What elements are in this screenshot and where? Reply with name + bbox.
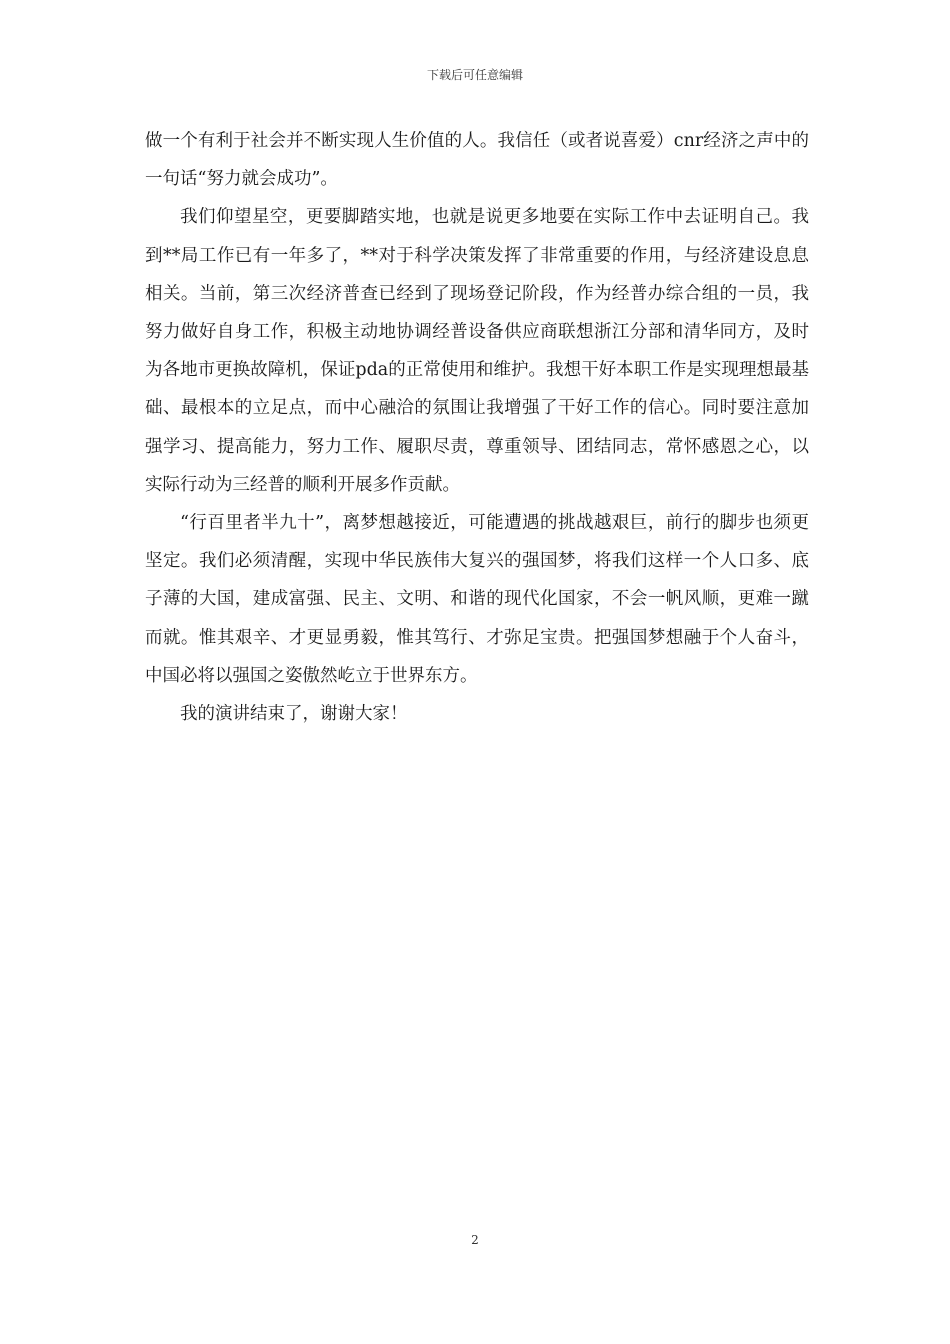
paragraph-2: 我们仰望星空，更要脚踏实地，也就是说更多地要在实际工作中去证明自己。我到**局工作已有一年多了，**对于科学决策发挥了非常重要的作用，与经济建设息息相关。当前，第三次经济普查已经到了现场登记阶段，作为经普办综合组的一员，我努力做好自身工作，积极主动地协调经普设备供应商联想浙江分部和清华同方，及时为各地市更换故障机，保证pda的正常使用和维护。我想干好本职工作是实现理想最基础、最根本的立足点，而中心融洽的氛围让我增强了干好工作的信心。同时要注意加强学习、提高能力，努力工作、履职尽责，尊重领导、团结同志，常怀感恩之心，以实际行动为三经普的顺利开展多作贡献。 bbox=[145, 207, 809, 495]
page-number: 2 bbox=[471, 1233, 479, 1247]
paragraph-3: “行百里者半九十”，离梦想越接近，可能遭遇的挑战越艰巨，前行的脚步也须更坚定。我们必须清醒，实现中华民族伟大复兴的强国梦，将我们这样一个人口多、底子薄的大国，建成富强、民主、文明、和谐的现代化国家，不会一帆风顺，更难一蹴而就。惟其艰辛、才更显勇毅，惟其笃行、才弥足宝贵。把强国梦想融于个人奋斗，中国必将以强国之姿傲然屹立于世界东方。 bbox=[145, 513, 809, 686]
paragraph-4: 我的演讲结束了，谢谢大家！ bbox=[180, 704, 408, 725]
document-body bbox=[145, 122, 809, 733]
page-header: 下载后可任意编辑 bbox=[426, 68, 523, 82]
paragraph-1: 做一个有利于社会并不断实现人生价值的人。我信任（或者说喜爱）cnr经济之声中的一句话“努力就会成功”。 bbox=[145, 131, 809, 190]
